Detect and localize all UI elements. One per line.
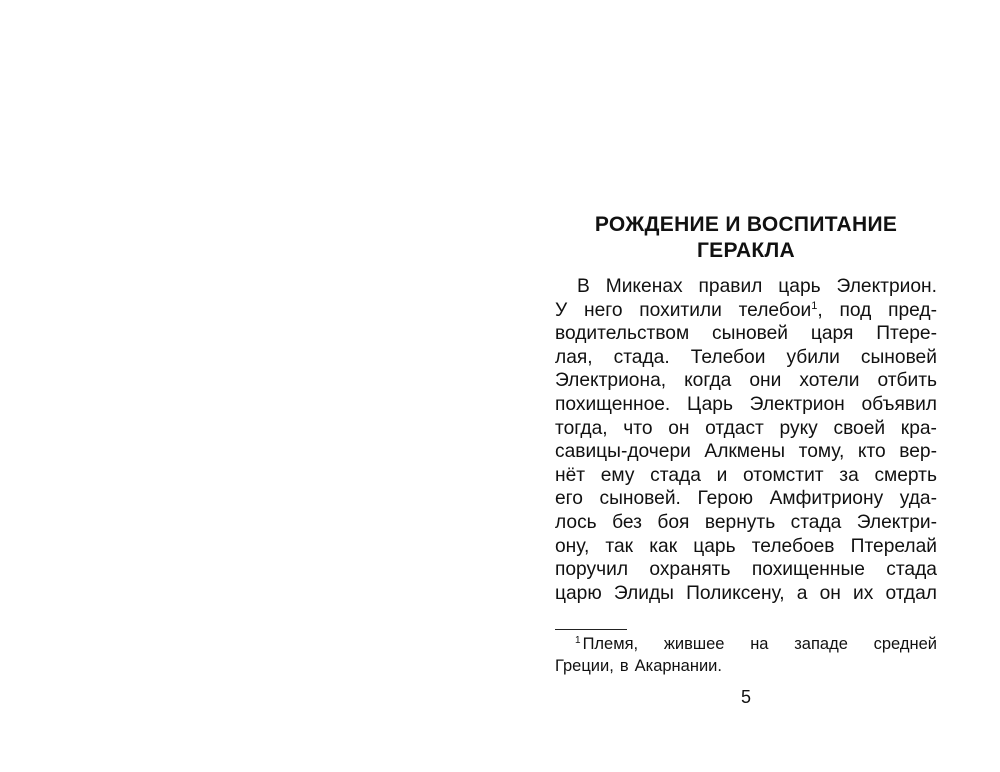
- body-word: боя: [657, 511, 690, 533]
- body-word: телебоев: [751, 535, 835, 557]
- body-word: царь: [693, 535, 736, 557]
- body-word: Электри-: [856, 511, 937, 533]
- body-word: похищенные: [751, 559, 865, 581]
- body-word: Поликсену,: [686, 582, 785, 604]
- body-line: [555, 487, 937, 511]
- footnote-number: 1: [575, 635, 581, 646]
- body-word: отдал: [885, 582, 937, 604]
- body-word: вер-: [899, 441, 937, 463]
- body-word: их: [853, 582, 874, 604]
- body-word: телебои$^1$,: [738, 299, 823, 321]
- body-word: Птерелай: [850, 535, 937, 557]
- body-word: его: [555, 488, 583, 510]
- body-word: Телебои: [690, 346, 766, 368]
- body-line: [555, 322, 937, 346]
- body-word: сыновей: [712, 323, 789, 345]
- body-word: водительством: [555, 323, 690, 345]
- body-word: своей: [833, 417, 886, 439]
- body-word: он: [668, 417, 690, 439]
- body-word: убили: [786, 346, 840, 368]
- body-word: кра-: [900, 417, 937, 439]
- body-word: стада: [886, 559, 937, 581]
- body-word: Электрион: [749, 393, 845, 415]
- body-word: Электрион.: [836, 276, 937, 297]
- body-word: охранять: [649, 559, 731, 581]
- body-word: Электриона,: [555, 370, 667, 392]
- body-word: тогда,: [555, 417, 608, 439]
- footnote-word: Акарнании.: [634, 656, 722, 675]
- body-word: царю: [555, 582, 602, 604]
- body-word: тому,: [798, 441, 845, 463]
- footnote-line-2: [555, 656, 937, 678]
- body-word: уда-: [899, 488, 937, 510]
- body-line: [555, 299, 937, 323]
- body-word: как: [649, 535, 678, 557]
- body-word: смерть: [874, 464, 937, 486]
- body-word: правил: [698, 276, 763, 297]
- body-word: стада: [650, 464, 701, 486]
- body-word: они: [749, 370, 782, 392]
- page-number: 5: [740, 687, 751, 707]
- body-word: него: [583, 299, 623, 321]
- body-line: [555, 275, 937, 299]
- footnote-word-text: средней: [873, 635, 937, 653]
- footnote-line-1: [555, 634, 937, 656]
- body-word: и: [716, 464, 728, 486]
- body-word: Алкмены: [704, 441, 786, 463]
- body-word: так: [605, 535, 634, 557]
- body-word: лая,: [555, 346, 593, 368]
- body-word: савицы-дочери: [555, 441, 691, 463]
- body-word: кто: [857, 441, 886, 463]
- body-word: царя: [810, 323, 854, 345]
- body-word: поручил: [555, 559, 629, 581]
- footnote-word-text: жившее: [663, 635, 725, 653]
- footnote-word-text: западе: [794, 635, 848, 653]
- body-word: ему: [600, 464, 635, 486]
- body-word: он: [819, 582, 841, 604]
- footnote-word: [575, 634, 638, 656]
- body-word: объявил: [861, 393, 937, 415]
- body-line: [555, 417, 937, 441]
- footnote-divider: [555, 629, 627, 630]
- body-word: пред-: [888, 299, 937, 321]
- footnote-word: Греции,: [555, 656, 614, 675]
- body-line: [555, 369, 937, 393]
- chapter-title: [555, 212, 937, 264]
- body-word: похитили: [639, 299, 722, 321]
- body-line: [555, 346, 937, 370]
- chapter-title-line-2: ГЕРАКЛА: [696, 239, 796, 262]
- body-line: [555, 393, 937, 417]
- body-word: стада: [790, 511, 842, 533]
- body-word: Амфитриону: [769, 488, 884, 510]
- body-word: У: [555, 299, 568, 321]
- body-word: а: [796, 582, 808, 604]
- body-word: руку: [779, 417, 818, 439]
- body-word: отдаст: [705, 417, 764, 439]
- body-line: [555, 511, 937, 535]
- body-word: нёт: [555, 464, 586, 486]
- body-word: Герою: [697, 488, 754, 510]
- footnote-word: [794, 634, 848, 656]
- body-word: за: [839, 464, 859, 486]
- body-word: похищенное.: [555, 393, 671, 415]
- body-line: [555, 440, 937, 464]
- body-text: [555, 275, 937, 605]
- body-line: [555, 582, 937, 606]
- footnote-word-text: Племя,: [582, 635, 639, 653]
- body-word: сыновей.: [599, 488, 681, 510]
- body-word: Микенах: [605, 276, 683, 297]
- body-line: [555, 558, 937, 582]
- body-word: вернуть: [704, 511, 776, 533]
- body-word: хотели: [799, 370, 860, 392]
- body-word: Элиды: [613, 582, 674, 604]
- body-word: стада.: [613, 346, 670, 368]
- body-line: [555, 464, 937, 488]
- footnote-word: [750, 634, 768, 656]
- body-word: Птере-: [876, 323, 937, 345]
- footnote-word: в: [619, 656, 629, 675]
- body-word: отомстит: [743, 464, 824, 486]
- footnote: [555, 634, 937, 677]
- body-word: что: [623, 417, 653, 439]
- body-word: Царь: [686, 393, 733, 415]
- body-word: ону,: [555, 535, 590, 557]
- footnote-word: [874, 634, 937, 656]
- body-word: без: [612, 511, 642, 533]
- body-word: когда: [684, 370, 732, 392]
- body-word: царь: [778, 276, 821, 297]
- body-word: под: [839, 299, 872, 321]
- body-word: В: [577, 276, 590, 297]
- body-word: отбить: [877, 370, 937, 392]
- body-word: лось: [555, 511, 597, 533]
- body-line: [555, 535, 937, 559]
- body-word: сыновей: [860, 346, 937, 368]
- footnote-word: [664, 634, 725, 656]
- footnote-reference-comma: ,: [817, 299, 823, 321]
- footnote-word-text: на: [750, 635, 769, 653]
- footnote-reference: 1: [811, 299, 818, 312]
- chapter-title-line-1: РОЖДЕНИЕ И ВОСПИТАНИЕ: [594, 213, 898, 236]
